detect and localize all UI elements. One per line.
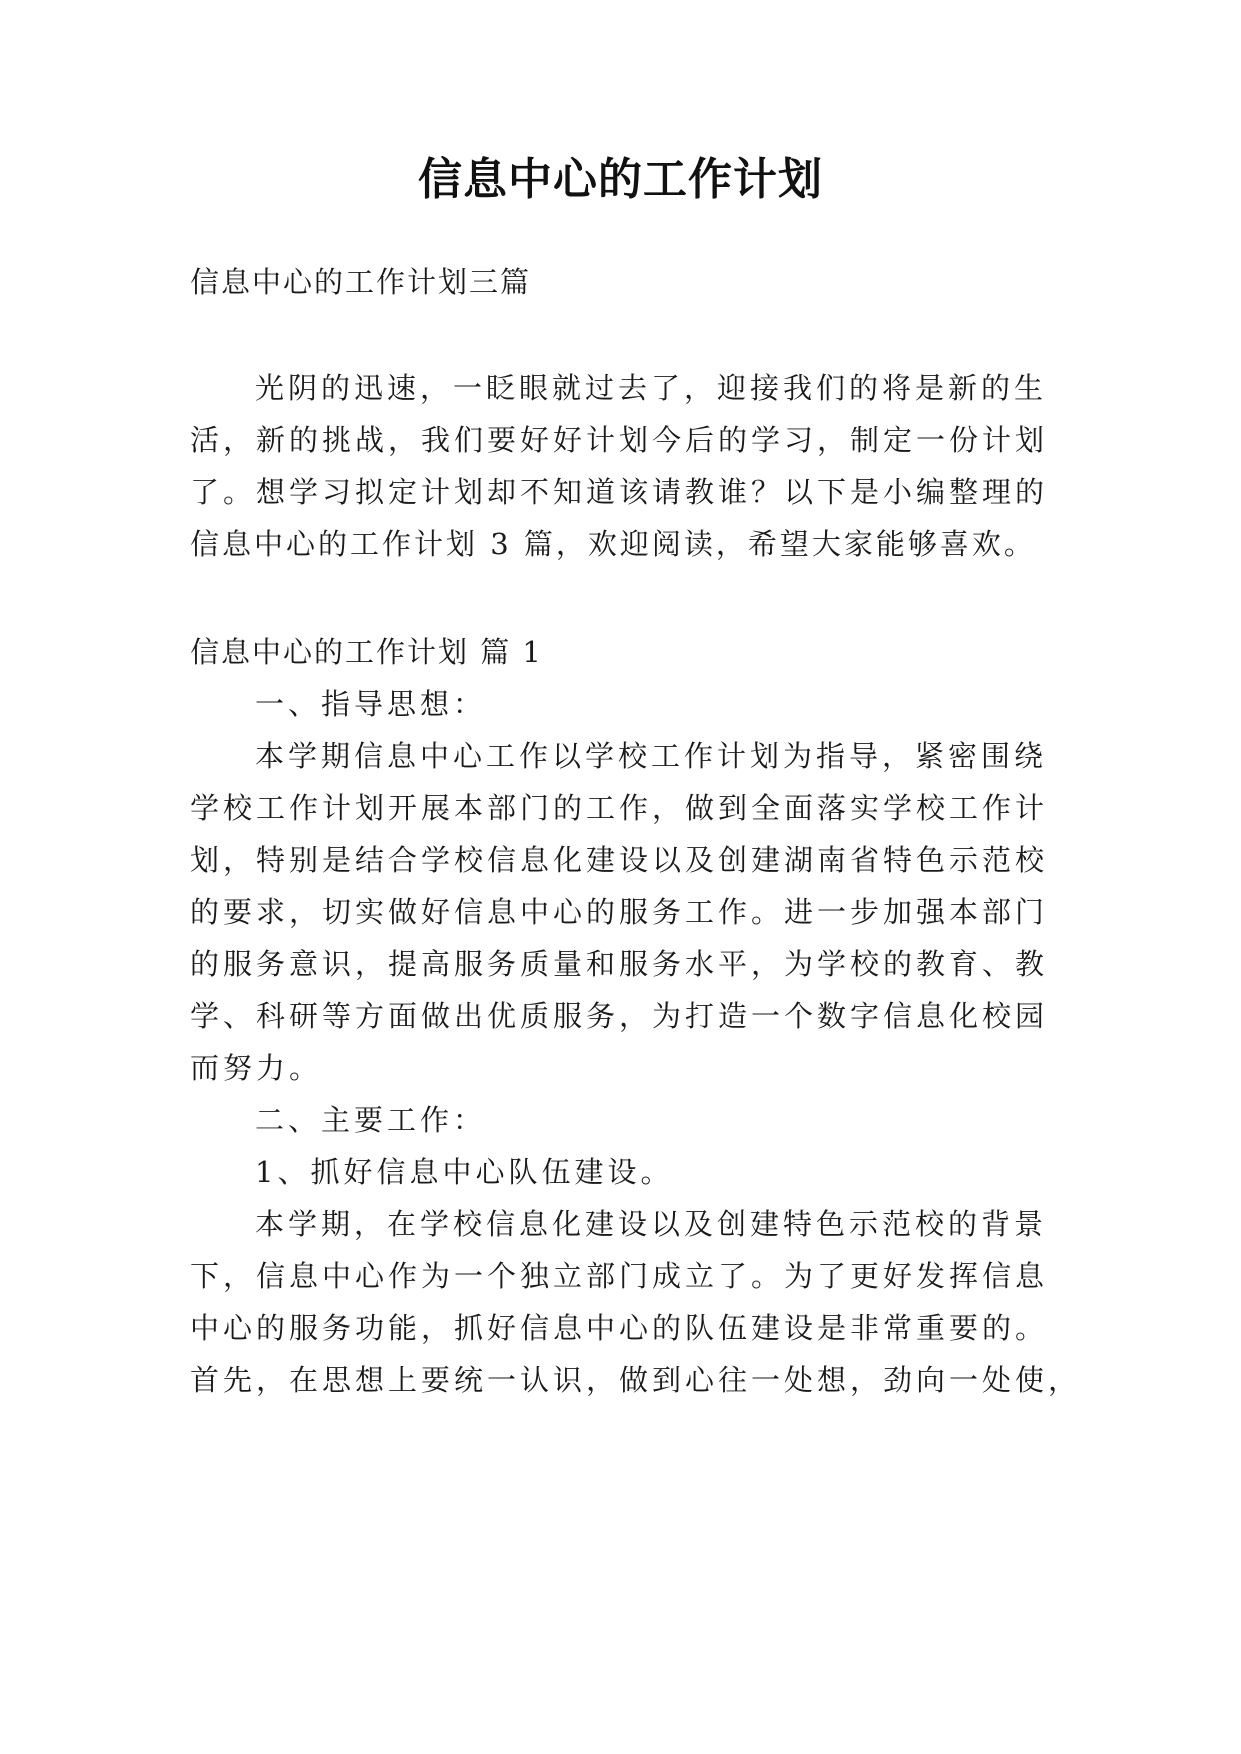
document-title: 信息中心的工作计划 <box>418 154 823 205</box>
guiding-line: 的服务意识，提高服务质量和服务水平，为学校的教育、教 <box>190 947 1049 981</box>
item1-line: 本学期，在学校信息化建设以及创建特色示范校的背景 <box>255 1207 1048 1241</box>
guiding-line: 的要求，切实做好信息中心的服务工作。进一步加强本部门 <box>190 895 1049 929</box>
intro-line: 光阴的迅速，一眨眼就过去了，迎接我们的将是新的生 <box>255 371 1048 405</box>
guiding-line: 本学期信息中心工作以学校工作计划为指导，紧密围绕 <box>255 739 1048 773</box>
guiding-line: 而努力。 <box>190 1051 323 1085</box>
item1-line: 下，信息中心作为一个独立部门成立了。为了更好发挥信息 <box>190 1259 1049 1293</box>
intro-line: 活，新的挑战，我们要好好计划今后的学习，制定一份计划 <box>190 423 1049 457</box>
main-work-heading: 二、主要工作： <box>255 1103 487 1137</box>
item1-line: 首先，在思想上要统一认识，做到心往一处想，劲向一处使， <box>190 1363 1082 1397</box>
section-heading: 信息中心的工作计划 篇 1 <box>190 635 543 669</box>
guiding-line: 划，特别是结合学校信息化建设以及创建湖南省特色示范校 <box>190 843 1049 877</box>
guiding-line: 学校工作计划开展本部门的工作，做到全面落实学校工作计 <box>190 791 1049 825</box>
item1-line: 中心的服务功能，抓好信息中心的队伍建设是非常重要的。 <box>190 1311 1049 1345</box>
intro-line: 信息中心的工作计划 3 篇，欢迎阅读，希望大家能够喜欢。 <box>190 527 1036 561</box>
guiding-heading: 一、指导思想： <box>255 687 487 721</box>
guiding-line: 学、科研等方面做出优质服务，为打造一个数字信息化校园 <box>190 999 1049 1033</box>
document-subtitle: 信息中心的工作计划三篇 <box>190 265 532 299</box>
intro-line: 了。想学习拟定计划却不知道该请教谁？以下是小编整理的 <box>190 475 1049 509</box>
item1-heading: 1、抓好信息中心队伍建设。 <box>255 1155 674 1189</box>
